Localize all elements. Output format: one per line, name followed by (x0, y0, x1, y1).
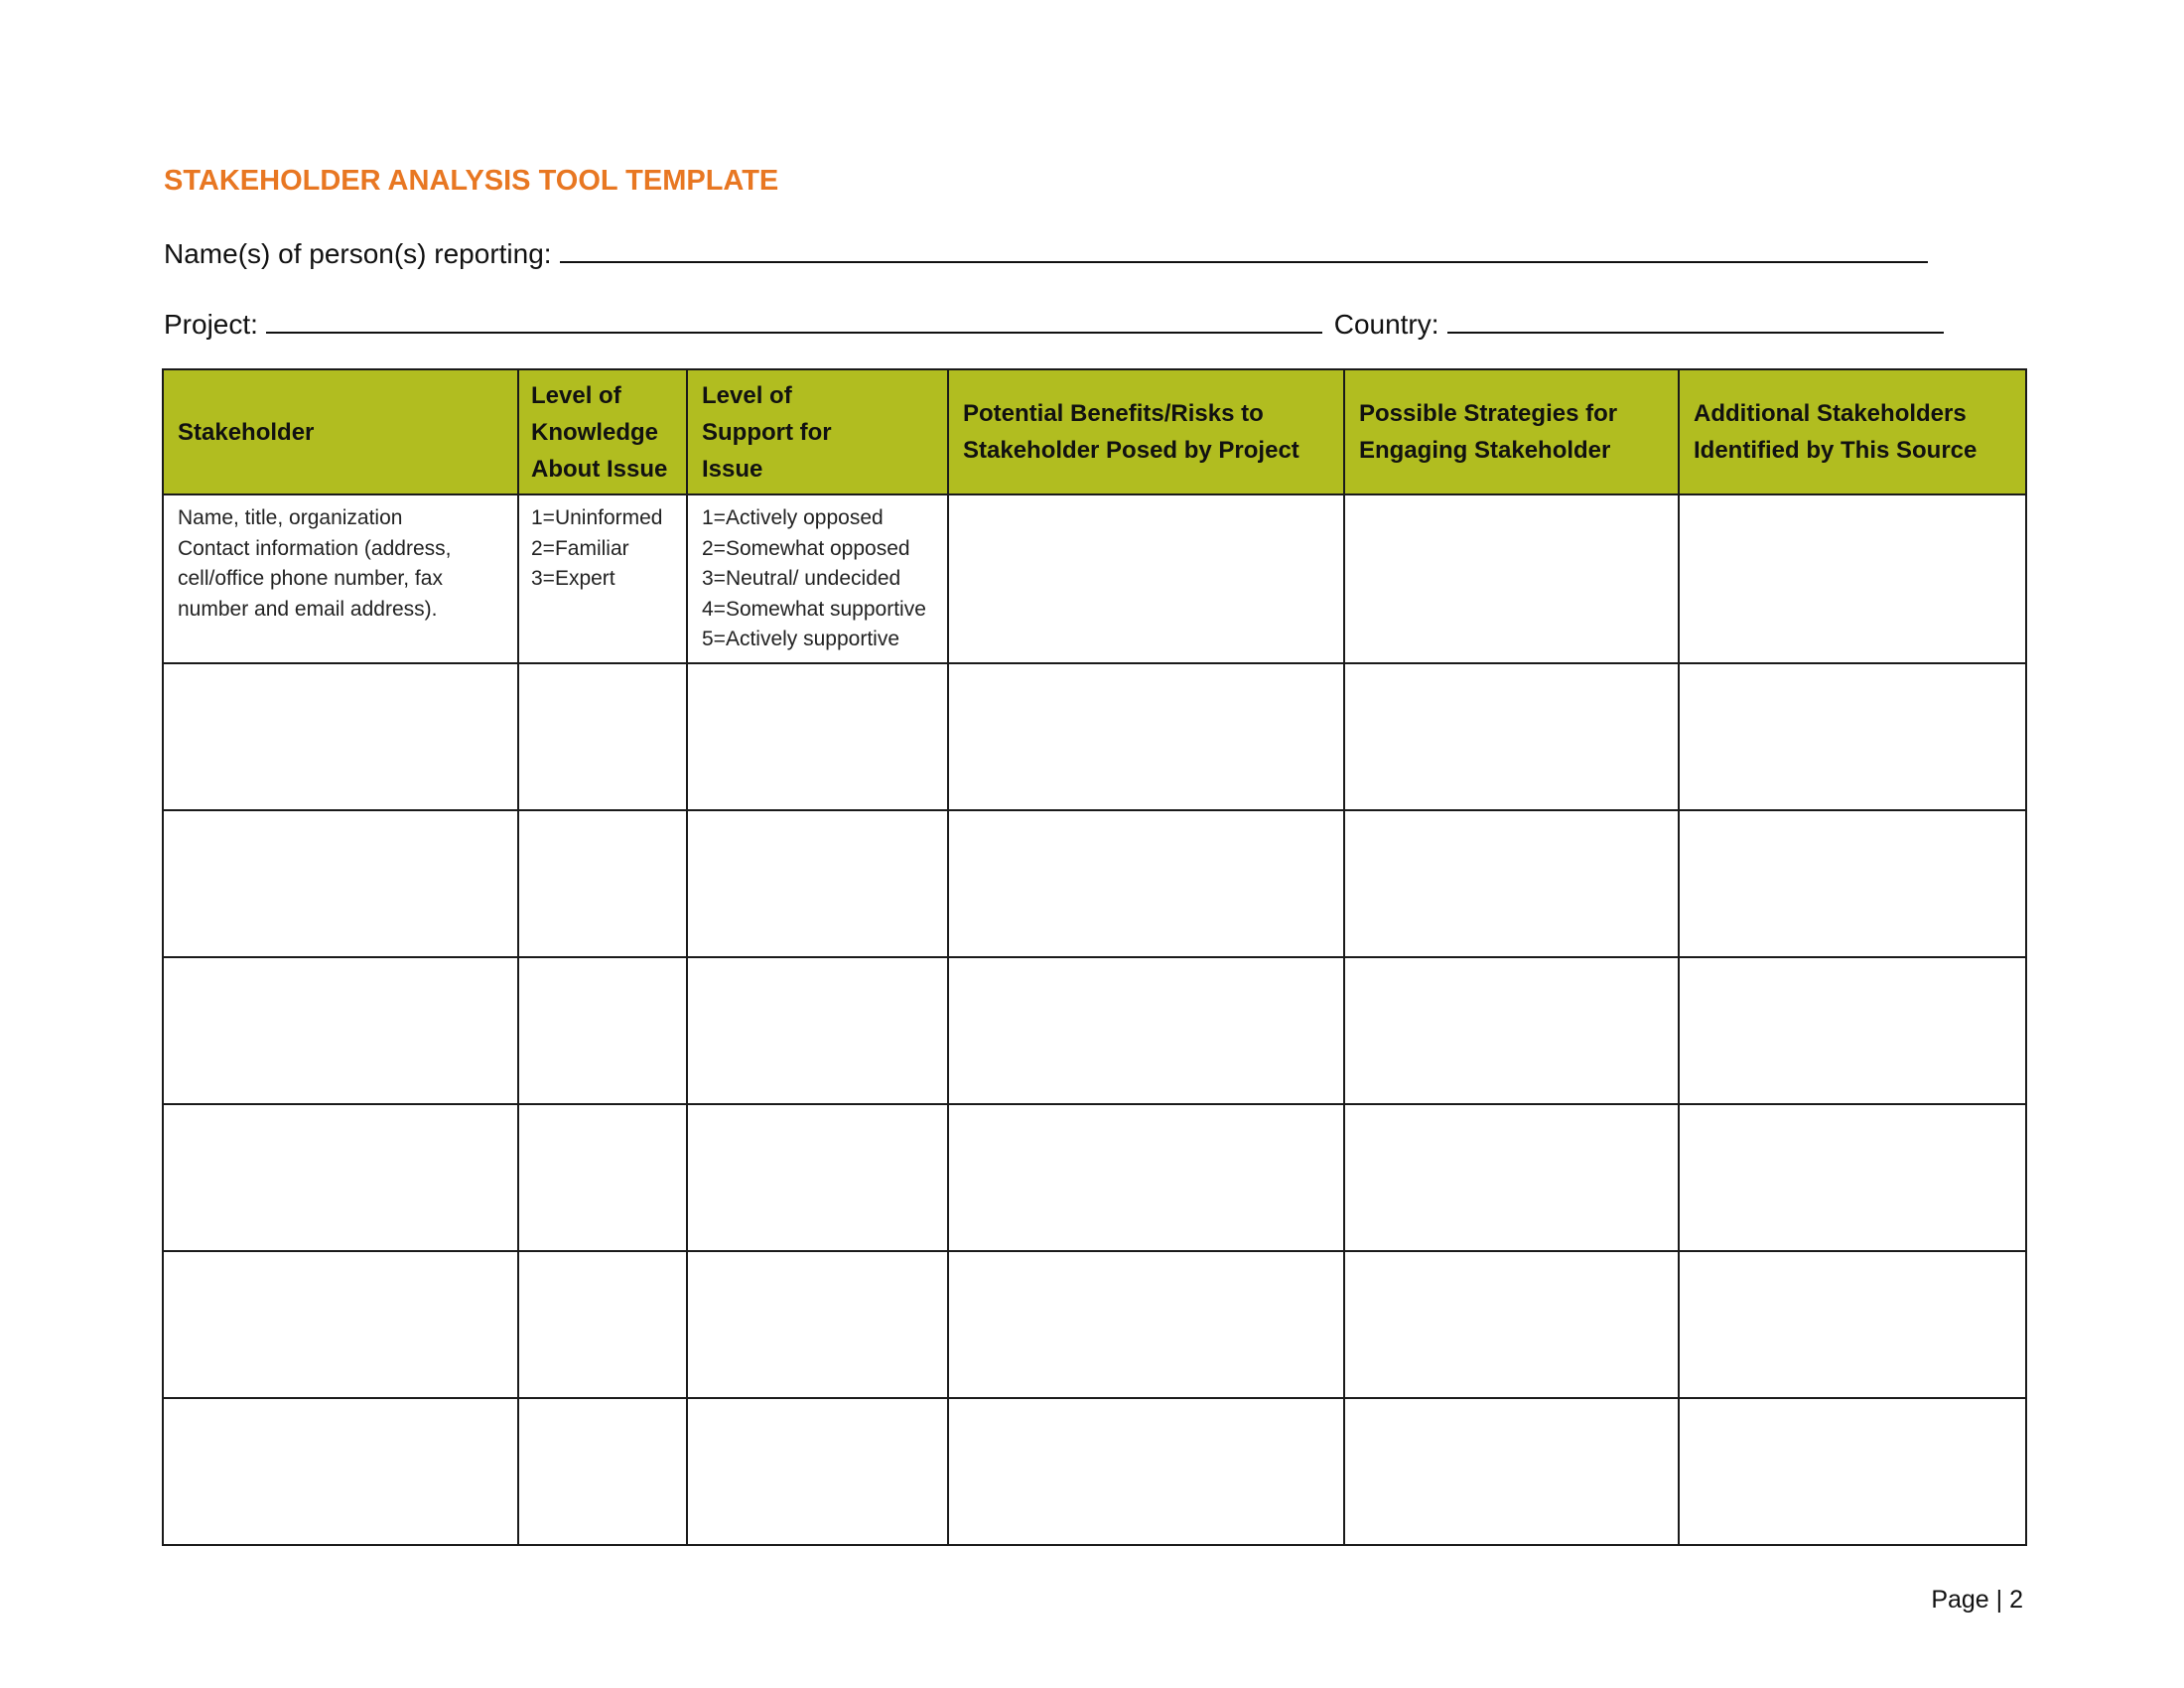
support-cell[interactable] (687, 1104, 948, 1251)
stakeholder-cell[interactable] (163, 957, 518, 1104)
table-header-row (163, 369, 2026, 494)
header-strategies: Possible Strategies for Engaging Stakeholder (1344, 369, 1679, 494)
table-row (163, 663, 2026, 810)
strategies-cell[interactable] (1344, 1251, 1679, 1398)
table-row (163, 1251, 2026, 1398)
guide-text: cell/office phone number, fax (178, 567, 443, 590)
guide-strategies-cell[interactable] (1344, 494, 1679, 663)
knowledge-cell[interactable] (518, 957, 687, 1104)
guide-support-cell[interactable] (687, 494, 948, 663)
header-knowledge: Level of Knowledge About Issue (518, 369, 687, 494)
benefits-risks-cell[interactable] (948, 663, 1344, 810)
support-cell[interactable] (687, 810, 948, 957)
benefits-risks-cell[interactable] (948, 1251, 1344, 1398)
benefits-risks-cell[interactable] (948, 810, 1344, 957)
additional-cell[interactable] (1679, 1398, 2026, 1545)
header-additional-stakeholders: Additional Stakeholders Identified by This Source (1679, 369, 2026, 494)
guide-text: 4=Somewhat supportive (702, 597, 926, 621)
header-support: Level of Support for Issue (687, 369, 948, 494)
guide-text: 2=Somewhat opposed (702, 536, 910, 560)
additional-cell[interactable] (1679, 1104, 2026, 1251)
guide-stakeholder-cell[interactable] (163, 494, 518, 663)
knowledge-cell[interactable] (518, 663, 687, 810)
benefits-risks-cell[interactable] (948, 1398, 1344, 1545)
table-row (163, 810, 2026, 957)
guide-additional-cell[interactable] (1679, 494, 2026, 663)
guide-text: 1=Uninformed (531, 506, 663, 529)
table-row (163, 957, 2026, 1104)
guide-text: 3=Neutral/ undecided (702, 567, 901, 590)
guide-text: 5=Actively supportive (702, 628, 900, 650)
support-cell[interactable] (687, 1398, 948, 1545)
project-label: Project: (164, 309, 258, 340)
project-field (164, 309, 1944, 341)
stakeholder-cell[interactable] (163, 663, 518, 810)
guide-text: 3=Expert (531, 567, 615, 590)
strategies-cell[interactable] (1344, 1104, 1679, 1251)
additional-cell[interactable] (1679, 957, 2026, 1104)
knowledge-cell[interactable] (518, 1398, 687, 1545)
strategies-cell[interactable] (1344, 810, 1679, 957)
header-benefits-risks: Potential Benefits/Risks to Stakeholder Posed by Project (948, 369, 1344, 494)
guide-text: Name, title, organization (178, 506, 403, 529)
reporting-input-line[interactable] (560, 239, 1928, 263)
benefits-risks-cell[interactable] (948, 1104, 1344, 1251)
knowledge-cell[interactable] (518, 1104, 687, 1251)
support-cell[interactable] (687, 1251, 948, 1398)
country-label: Country: (1333, 309, 1439, 340)
guide-text: 2=Familiar (531, 536, 629, 560)
table-row-guide (163, 494, 2026, 663)
guide-text: Contact information (address, (178, 536, 452, 560)
knowledge-cell[interactable] (518, 1251, 687, 1398)
project-input-line[interactable] (266, 310, 1322, 334)
strategies-cell[interactable] (1344, 1398, 1679, 1545)
strategies-cell[interactable] (1344, 957, 1679, 1104)
guide-benefits-cell[interactable] (948, 494, 1344, 663)
support-cell[interactable] (687, 663, 948, 810)
strategies-cell[interactable] (1344, 663, 1679, 810)
header-stakeholder: Stakeholder (163, 369, 518, 494)
table-row (163, 1104, 2026, 1251)
benefits-risks-cell[interactable] (948, 957, 1344, 1104)
knowledge-cell[interactable] (518, 810, 687, 957)
support-cell[interactable] (687, 957, 948, 1104)
stakeholder-cell[interactable] (163, 1104, 518, 1251)
guide-knowledge-cell[interactable] (518, 494, 687, 663)
stakeholder-cell[interactable] (163, 810, 518, 957)
additional-cell[interactable] (1679, 810, 2026, 957)
stakeholder-table (162, 368, 2027, 1546)
stakeholder-cell[interactable] (163, 1398, 518, 1545)
guide-text: number and email address). (178, 597, 438, 621)
country-input-line[interactable] (1447, 310, 1944, 334)
page-number: Page | 2 (1931, 1586, 2023, 1614)
table-row (163, 1398, 2026, 1545)
page-title: STAKEHOLDER ANALYSIS TOOL TEMPLATE (164, 165, 779, 197)
stakeholder-cell[interactable] (163, 1251, 518, 1398)
guide-text: 1=Actively opposed (702, 506, 884, 529)
additional-cell[interactable] (1679, 1251, 2026, 1398)
reporting-label: Name(s) of person(s) reporting: (164, 238, 552, 269)
reporting-field (164, 238, 1928, 270)
additional-cell[interactable] (1679, 663, 2026, 810)
